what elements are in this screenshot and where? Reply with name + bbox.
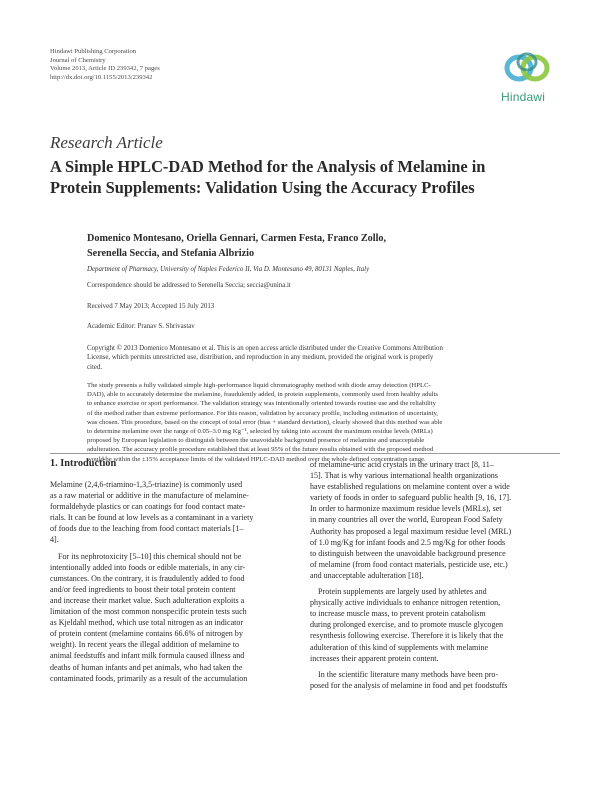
body-line: and increase their market value. Such adulteration exploits a <box>50 595 245 605</box>
body-line: Authority has proposed a legal maximum residue level (MRL) <box>310 526 512 536</box>
body-line: animal feedstuffs and infant milk formula caused illness and <box>50 651 245 661</box>
article-type: Research Article <box>50 133 163 152</box>
body-line: posed for the analysis of melamine in food and pet foodstuffs <box>310 680 508 690</box>
journal-name: Journal of Chemistry <box>50 56 106 64</box>
body-line: For its nephrotoxicity [5–10] this chemical should not be <box>50 551 242 561</box>
hindawi-logo <box>497 46 559 106</box>
author-list <box>87 232 557 261</box>
publisher-name: Hindawi Publishing Corporation <box>50 48 137 55</box>
body-line: intentionally added into foods or edible materials, in any cir- <box>50 562 246 572</box>
body-line: as a raw material or additive in the manufacture of melamine- <box>50 491 249 501</box>
paper-title <box>50 156 560 198</box>
academic-editor: Academic Editor: Pranav S. Shrivastav <box>87 323 195 330</box>
abstract-line: adulteration. The accuracy profile procedure established that at least 95% of the future results obtained with the proposed method <box>87 446 434 454</box>
abstract-line: of the method rather than extreme performance. For this reason, validation by accuracy profile, including estimation of uncertainty, <box>87 409 439 417</box>
body-line: increases their apparent protein content. <box>310 653 439 663</box>
body-line: and unacceptable adulteration [18]. <box>310 570 424 580</box>
body-line: limitation of the most common nonspecific protein tests such <box>50 607 247 617</box>
volume-info: Volume 2013, Article ID 239342, 7 pages <box>50 65 160 73</box>
body-line: of melamine-uric acid crystals in the urinary tract [8, 11– <box>310 460 494 469</box>
correspondence: Correspondence should be addressed to Serenella Seccia; seccia@unina.it <box>87 282 291 289</box>
body-line: rials. It can be found at low levels as a contaminant in a variety <box>50 513 254 523</box>
body-column-right <box>310 459 555 691</box>
body-line: In order to harmonize maximum residue levels (MRLs), set <box>310 504 502 514</box>
body-line: to increase muscle mass, to prevent protein catabolism <box>310 609 486 619</box>
hindawi-rings-icon <box>497 46 559 90</box>
body-line: during prolonged exercise, and to promote muscle glycogen <box>310 620 504 630</box>
body-line: in many countries all over the world, European Food Safety <box>310 515 503 525</box>
body-line: and/or feed ingredients to boost their total protein content <box>50 584 236 594</box>
title-line: Protein Supplements: Validation Using the Accuracy Profiles <box>50 178 475 197</box>
body-line: physically active individuals to enhance nitrogen retention, <box>310 598 501 608</box>
abstract-line: to determine melamine over the range of 0.05–3.0 mg Kg⁻¹, selected by taking into account the maximum residue levels (MRLs) <box>87 428 433 436</box>
author-line: Serenella Seccia, and Stefania Albrizio <box>87 247 255 259</box>
doi-link[interactable]: http://dx.doi.org/10.1155/2013/239342 <box>50 73 153 81</box>
abstract-line: would be within the ±15% acceptance limits of the validated HPLC-DAD method over the whole defined concentration range. <box>87 455 426 463</box>
hindawi-wordmark: Hindawi <box>501 90 546 104</box>
body-line: of melamine (from food contact materials, pesticide use, etc.) <box>310 559 508 569</box>
section-heading: 1. Introduction <box>50 458 117 469</box>
copyright-line: cited. <box>87 363 103 371</box>
body-line: 15]. That is why various international health organizations <box>310 471 498 481</box>
abstract-line: The study presents a fully validated simple high-performance liquid chromatography method with diode array detection (HPLC- <box>87 382 431 389</box>
submission-dates: Received 7 May 2013; Accepted 15 July 2013 <box>87 303 215 310</box>
body-line: Protein supplements are largely used by athletes and <box>310 587 487 597</box>
abstract-line: was chosen. This procedure, based on the concept of total error (bias + standard deviation), clearly showed that this method was able <box>87 418 443 426</box>
abstract-line: proposed by European legislation to distinguish between the unavoidable background presence of melamine and unacceptable <box>87 437 425 445</box>
body-line: cumstances. On the contrary, it is fraudulently added to food <box>50 573 245 583</box>
abstract <box>87 381 552 464</box>
body-line: as Kjeldahl method, which use total nitrogen as an indicator <box>50 618 244 628</box>
affiliation: Department of Pharmacy, University of Naples Federico II, Via D. Montesano 49, 80131 Naples, Italy <box>87 266 370 273</box>
abstract-line: to enhance exercise or sport performance. The validation strategy was intentionally oriented towards routine use and the reliability <box>87 400 436 408</box>
body-line: variety of foods in order to safeguard public health [9, 16, 17]. <box>310 493 512 503</box>
copyright-line: Copyright © 2013 Domenico Montesano et al. This is an open access article distributed under the Creative Commons Attribution <box>87 345 443 352</box>
body-line: In the scientific literature many methods have been pro- <box>310 669 499 679</box>
body-line: of foods due to the leaching from food contact materials [1– <box>50 524 244 534</box>
body-line: adulteration of this kind of supplements with melamine <box>310 642 489 652</box>
body-column-left <box>50 479 295 684</box>
body-line: have established regulations on melamine content over a wide <box>310 482 510 492</box>
abstract-line: DAD), able to accurately determine the melamine, fraudulently added, in protein supplements, commonly used from healthy adults <box>87 391 438 399</box>
body-line: contaminated foods, primarily as a result of the accumulation <box>50 673 248 683</box>
copyright-notice <box>87 344 552 372</box>
copyright-line: License, which permits unrestricted use, distribution, and reproduction in any medium, provided the original work is properly <box>87 354 434 362</box>
body-line: deaths of human infants and pet animals, who had taken the <box>50 662 243 672</box>
section-divider <box>50 453 560 454</box>
body-line: Melamine (2,4,6-triamino-1,3,5-triazine) is commonly used <box>50 480 243 489</box>
journal-header <box>50 48 160 82</box>
body-line: of protein content (melamine contains 66.6% of nitrogen by <box>50 629 243 639</box>
body-line: formaldehyde plastics or can coatings for food contact mate- <box>50 502 246 512</box>
body-line: resynthesis following exercise. Therefore it is likely that the <box>310 631 504 641</box>
title-line: A Simple HPLC-DAD Method for the Analysis of Melamine in <box>50 157 486 176</box>
body-line: weight). In recent years the illegal addition of melamine to <box>50 640 240 650</box>
body-line: 4]. <box>50 535 59 545</box>
body-line: to distinguish between the unavoidable background presence <box>310 548 506 558</box>
body-line: of 1.0 mg/Kg for infant foods and 2.5 mg/Kg for other foods <box>310 537 506 547</box>
author-line: Domenico Montesano, Oriella Gennari, Carmen Festa, Franco Zollo, <box>87 233 387 244</box>
